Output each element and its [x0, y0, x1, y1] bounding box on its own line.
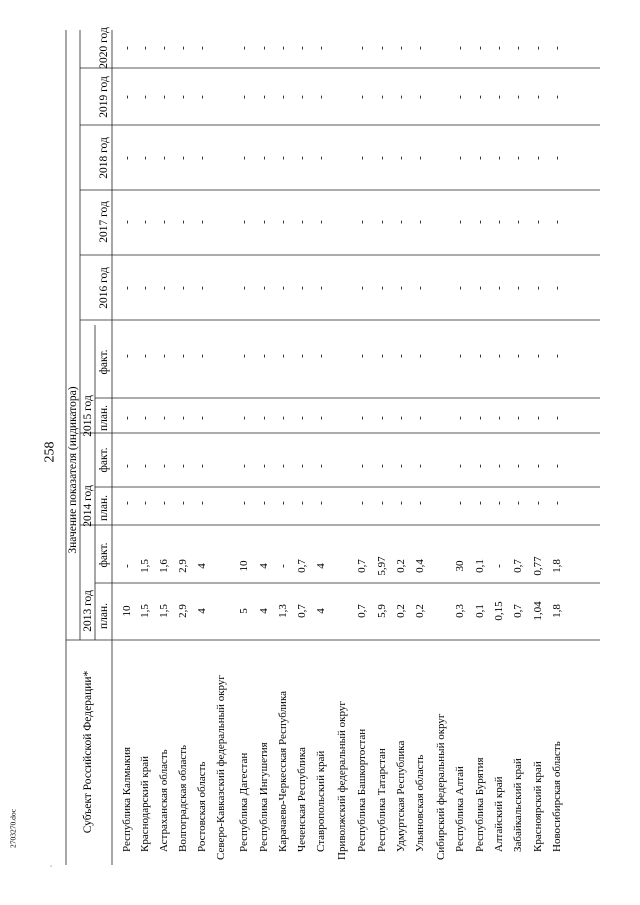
cell-r18-c0: 0,1 [474, 604, 486, 618]
cell-r18-c1: 0,1 [474, 559, 486, 573]
cell-r1-c5: - [139, 354, 151, 358]
cell-r17-c3: - [454, 464, 466, 468]
cell-r4-c10: - [196, 46, 208, 50]
cell-r21-c1: 0,77 [532, 556, 544, 576]
cell-r10-c1: 4 [315, 563, 327, 569]
cell-r1-c8: - [139, 156, 151, 160]
cell-r8-c5: - [277, 354, 289, 358]
cell-r1-c2: - [139, 501, 151, 505]
cell-r20-c2: - [512, 501, 524, 505]
cell-r20-c4: - [512, 416, 524, 420]
row-label-12: Республика Башкортостан [356, 728, 368, 852]
cell-r22-c2: - [551, 501, 563, 505]
cell-r2-c4: - [158, 416, 170, 420]
cell-r18-c2: - [474, 501, 486, 505]
cell-r21-c5: - [532, 354, 544, 358]
cell-r6-c7: - [238, 220, 250, 224]
row-label-14: Удмуртская Республика [395, 740, 407, 852]
cell-r14-c3: - [395, 464, 407, 468]
cell-r18-c4: - [474, 416, 486, 420]
cell-r15-c1: 0,4 [414, 559, 426, 573]
cell-r18-c3: - [474, 464, 486, 468]
cell-r19-c6: - [493, 286, 505, 290]
cell-r14-c8: - [395, 156, 407, 160]
cell-r12-c10: - [356, 46, 368, 50]
cell-r6-c6: - [238, 286, 250, 290]
cell-r6-c10: - [238, 46, 250, 50]
cell-r18-c6: - [474, 286, 486, 290]
cell-r22-c6: - [551, 286, 563, 290]
cell-r4-c7: - [196, 220, 208, 224]
cell-r9-c8: - [296, 156, 308, 160]
cell-r15-c5: - [414, 354, 426, 358]
row-label-4: Ростовская область [196, 761, 208, 852]
cell-r4-c2: - [196, 501, 208, 505]
cell-r13-c5: - [376, 354, 388, 358]
cell-r8-c10: - [277, 46, 289, 50]
cell-r10-c6: - [315, 286, 327, 290]
cell-r2-c3: - [158, 464, 170, 468]
cell-r18-c8: - [474, 156, 486, 160]
cell-r13-c2: - [376, 501, 388, 505]
cell-r1-c1: 1,5 [139, 559, 151, 573]
cell-r12-c5: - [356, 354, 368, 358]
cell-r12-c4: - [356, 416, 368, 420]
cell-r0-c3: - [121, 464, 133, 468]
cell-r20-c1: 0,7 [512, 559, 524, 573]
row-label-7: Республика Ингушетия [258, 742, 270, 852]
cell-r10-c4: - [315, 416, 327, 420]
cell-r7-c1: 4 [258, 563, 270, 569]
cell-r6-c4: - [238, 416, 250, 420]
cell-r0-c1: - [121, 564, 133, 568]
cell-r0-c2: - [121, 501, 133, 505]
year-header-2013-год: 2013 год [82, 590, 94, 632]
cell-r22-c8: - [551, 156, 563, 160]
cell-r20-c8: - [512, 156, 524, 160]
cell-r10-c5: - [315, 354, 327, 358]
fact-header-0: факт. [98, 542, 110, 568]
cell-r1-c9: - [139, 95, 151, 99]
cell-r4-c3: - [196, 464, 208, 468]
year-header-2020-год: 2020 год [98, 27, 110, 69]
cell-r8-c7: - [277, 220, 289, 224]
row-label-0: Республика Калмыкия [121, 746, 133, 852]
cell-r21-c0: 1,04 [532, 601, 544, 621]
cell-r3-c6: - [177, 286, 189, 290]
plan-header-0: план. [98, 602, 110, 630]
cell-r22-c10: - [551, 46, 563, 50]
cell-r7-c6: - [258, 286, 270, 290]
cell-r14-c9: - [395, 95, 407, 99]
cell-r17-c4: - [454, 416, 466, 420]
cell-r9-c6: - [296, 286, 308, 290]
row-label-8: Карачаево-Черкесская Республика [277, 691, 289, 852]
cell-r17-c2: - [454, 501, 466, 505]
cell-r18-c5: - [474, 354, 486, 358]
cell-r7-c4: - [258, 416, 270, 420]
cell-r17-c8: - [454, 156, 466, 160]
cell-r21-c9: - [532, 95, 544, 99]
cell-r15-c4: - [414, 416, 426, 420]
cell-r2-c5: - [158, 354, 170, 358]
cell-r7-c5: - [258, 354, 270, 358]
cell-r14-c4: - [395, 416, 407, 420]
cell-r2-c7: - [158, 220, 170, 224]
cell-r7-c10: - [258, 46, 270, 50]
cell-r19-c8: - [493, 156, 505, 160]
row-label-21: Красноярский край [532, 761, 544, 852]
cell-r8-c9: - [277, 95, 289, 99]
cell-r19-c7: - [493, 220, 505, 224]
cell-r14-c2: - [395, 501, 407, 505]
cell-r19-c4: - [493, 416, 505, 420]
cell-r6-c9: - [238, 95, 250, 99]
row-label-1: Краснодарский край [139, 755, 151, 852]
cell-r14-c5: - [395, 354, 407, 358]
cell-r0-c7: - [121, 220, 133, 224]
cell-r8-c6: - [277, 286, 289, 290]
year-header-2014-год: 2014 год [82, 485, 94, 527]
cell-r3-c0: 2,9 [177, 604, 189, 618]
cell-r3-c7: - [177, 220, 189, 224]
cell-r22-c1: 1,8 [551, 559, 563, 573]
cell-r4-c0: 4 [196, 608, 208, 614]
cell-r17-c5: - [454, 354, 466, 358]
cell-r0-c4: - [121, 416, 133, 420]
year-header-2017-год: 2017 год [98, 201, 110, 243]
cell-r3-c2: - [177, 501, 189, 505]
cell-r10-c7: - [315, 220, 327, 224]
cell-r12-c2: - [356, 501, 368, 505]
cell-r4-c6: - [196, 286, 208, 290]
cell-r4-c9: - [196, 95, 208, 99]
cell-r19-c2: - [493, 501, 505, 505]
row-label-20: Забайкальский край [512, 758, 524, 852]
cell-r1-c4: - [139, 416, 151, 420]
cell-r12-c8: - [356, 156, 368, 160]
cell-r19-c10: - [493, 46, 505, 50]
cell-r9-c2: - [296, 501, 308, 505]
cell-r4-c1: 4 [196, 563, 208, 569]
cell-r6-c5: - [238, 354, 250, 358]
cell-r21-c4: - [532, 416, 544, 420]
cell-r20-c7: - [512, 220, 524, 224]
cell-r7-c2: - [258, 501, 270, 505]
cell-r20-c10: - [512, 46, 524, 50]
row-label-2: Астраханская область [158, 749, 170, 852]
cell-r3-c4: - [177, 416, 189, 420]
cell-r9-c0: 0,7 [296, 604, 308, 618]
cell-r15-c9: - [414, 95, 426, 99]
cell-r14-c7: - [395, 220, 407, 224]
cell-r15-c2: - [414, 501, 426, 505]
row-label-9: Чеченская Республика [296, 747, 308, 852]
cell-r10-c2: - [315, 501, 327, 505]
cell-r13-c0: 5,9 [376, 604, 388, 618]
cell-r13-c8: - [376, 156, 388, 160]
cell-r1-c3: - [139, 464, 151, 468]
year-header-2016-год: 2016 год [98, 267, 110, 309]
cell-r6-c8: - [238, 156, 250, 160]
cell-r12-c7: - [356, 220, 368, 224]
cell-r6-c0: 5 [238, 608, 250, 614]
cell-r2-c1: 1,6 [158, 559, 170, 573]
cell-r8-c1: - [277, 564, 289, 568]
cell-r4-c4: - [196, 416, 208, 420]
cell-r9-c9: - [296, 95, 308, 99]
cell-r2-c10: - [158, 46, 170, 50]
cell-r2-c2: - [158, 501, 170, 505]
cell-r0-c10: - [121, 46, 133, 50]
cell-r9-c7: - [296, 220, 308, 224]
cell-r17-c7: - [454, 220, 466, 224]
cell-r12-c1: 0,7 [356, 559, 368, 573]
year-header-2018-год: 2018 год [98, 137, 110, 179]
cell-r22-c9: - [551, 95, 563, 99]
cell-r15-c7: - [414, 220, 426, 224]
cell-r10-c10: - [315, 46, 327, 50]
cell-r6-c3: - [238, 464, 250, 468]
cell-r2-c0: 1,5 [158, 604, 170, 618]
cell-r3-c8: - [177, 156, 189, 160]
row-label-18: Республика Бурятия [474, 757, 486, 852]
corner-mark: . [44, 865, 54, 867]
row-label-10: Ставропольский край [315, 750, 327, 852]
cell-r15-c3: - [414, 464, 426, 468]
cell-r8-c8: - [277, 156, 289, 160]
cell-r13-c1: 5,97 [376, 556, 388, 576]
row-label-13: Республика Татарстан [376, 748, 388, 852]
cell-r10-c9: - [315, 95, 327, 99]
cell-r22-c5: - [551, 354, 563, 358]
cell-r10-c3: - [315, 464, 327, 468]
row-label-11: Приволжский федеральный округ [336, 701, 348, 860]
cell-r13-c7: - [376, 220, 388, 224]
cell-r13-c3: - [376, 464, 388, 468]
cell-r1-c0: 1,5 [139, 604, 151, 618]
plan-header-2: план. [98, 404, 110, 432]
cell-r3-c5: - [177, 354, 189, 358]
cell-r13-c9: - [376, 95, 388, 99]
cell-r8-c2: - [277, 501, 289, 505]
cell-r13-c4: - [376, 416, 388, 420]
cell-r12-c9: - [356, 95, 368, 99]
cell-r0-c8: - [121, 156, 133, 160]
cell-r7-c0: 4 [258, 608, 270, 614]
row-label-6: Республика Дагестан [238, 752, 250, 852]
indicator-header: Значение показателя (индикатора) [67, 386, 79, 554]
cell-r20-c6: - [512, 286, 524, 290]
cell-r21-c2: - [532, 501, 544, 505]
cell-r19-c5: - [493, 354, 505, 358]
cell-r9-c1: 0,7 [296, 559, 308, 573]
cell-r13-c6: - [376, 286, 388, 290]
year-header-2019-год: 2019 год [98, 76, 110, 118]
cell-r0-c9: - [121, 95, 133, 99]
document-id: 2703270.doc [8, 809, 18, 848]
row-label-16: Сибирский федеральный округ [435, 713, 447, 860]
cell-r21-c8: - [532, 156, 544, 160]
cell-r12-c0: 0,7 [356, 604, 368, 618]
cell-r3-c9: - [177, 95, 189, 99]
cell-r2-c6: - [158, 286, 170, 290]
cell-r17-c6: - [454, 286, 466, 290]
cell-r15-c6: - [414, 286, 426, 290]
cell-r20-c5: - [512, 354, 524, 358]
cell-r19-c0: 0,15 [493, 601, 505, 621]
cell-r9-c3: - [296, 464, 308, 468]
cell-r1-c7: - [139, 220, 151, 224]
cell-r21-c3: - [532, 464, 544, 468]
cell-r18-c9: - [474, 95, 486, 99]
cell-r10-c0: 4 [315, 608, 327, 614]
cell-r2-c9: - [158, 95, 170, 99]
cell-r4-c5: - [196, 354, 208, 358]
row-label-3: Волгоградская область [177, 744, 189, 852]
cell-r22-c4: - [551, 416, 563, 420]
cell-r17-c1: 30 [454, 560, 466, 572]
cell-r6-c1: 10 [238, 560, 250, 572]
cell-r7-c3: - [258, 464, 270, 468]
cell-r1-c10: - [139, 46, 151, 50]
cell-r15-c0: 0,2 [414, 604, 426, 618]
cell-r3-c3: - [177, 464, 189, 468]
cell-r19-c9: - [493, 95, 505, 99]
cell-r14-c1: 0,2 [395, 559, 407, 573]
cell-r1-c6: - [139, 286, 151, 290]
cell-r18-c10: - [474, 46, 486, 50]
cell-r7-c7: - [258, 220, 270, 224]
cell-r9-c10: - [296, 46, 308, 50]
year-header-2015-год: 2015 год [82, 395, 94, 437]
cell-r14-c0: 0,2 [395, 604, 407, 618]
cell-r0-c5: - [121, 354, 133, 358]
cell-r7-c9: - [258, 95, 270, 99]
cell-r22-c3: - [551, 464, 563, 468]
cell-r21-c6: - [532, 286, 544, 290]
cell-r12-c3: - [356, 464, 368, 468]
cell-r19-c3: - [493, 464, 505, 468]
cell-r20-c0: 0,7 [512, 604, 524, 618]
fact-header-1: факт. [98, 447, 110, 473]
page-number: 258 [42, 441, 58, 463]
row-label-5: Северо-Кавказский федеральный округ [215, 675, 227, 860]
row-label-22: Новосибирская область [551, 741, 563, 852]
cell-r9-c4: - [296, 416, 308, 420]
cell-r13-c10: - [376, 46, 388, 50]
cell-r14-c10: - [395, 46, 407, 50]
cell-r8-c0: 1,3 [277, 604, 289, 618]
cell-r6-c2: - [238, 501, 250, 505]
cell-r19-c1: - [493, 564, 505, 568]
cell-r15-c8: - [414, 156, 426, 160]
cell-r20-c9: - [512, 95, 524, 99]
cell-r14-c6: - [395, 286, 407, 290]
cell-r0-c6: - [121, 286, 133, 290]
subject-header: Субъект Российской Федерации* [82, 670, 94, 834]
row-label-15: Ульяновская область [414, 754, 426, 852]
cell-r17-c0: 0,3 [454, 604, 466, 618]
cell-r17-c9: - [454, 95, 466, 99]
cell-r22-c0: 1,8 [551, 604, 563, 618]
cell-r8-c4: - [277, 416, 289, 420]
cell-r9-c5: - [296, 354, 308, 358]
row-label-17: Республика Алтай [454, 766, 466, 852]
cell-r20-c3: - [512, 464, 524, 468]
cell-r10-c8: - [315, 156, 327, 160]
cell-r3-c1: 2,9 [177, 559, 189, 573]
cell-r21-c10: - [532, 46, 544, 50]
cell-r0-c0: 10 [121, 605, 133, 617]
cell-r21-c7: - [532, 220, 544, 224]
cell-r22-c7: - [551, 220, 563, 224]
cell-r7-c8: - [258, 156, 270, 160]
plan-header-1: план. [98, 494, 110, 522]
cell-r4-c8: - [196, 156, 208, 160]
cell-r17-c10: - [454, 46, 466, 50]
cell-r2-c8: - [158, 156, 170, 160]
cell-r18-c7: - [474, 220, 486, 224]
cell-r12-c6: - [356, 286, 368, 290]
cell-r15-c10: - [414, 46, 426, 50]
cell-r8-c3: - [277, 464, 289, 468]
cell-r3-c10: - [177, 46, 189, 50]
fact-header-2: факт. [98, 349, 110, 375]
row-label-19: Алтайский край [493, 776, 505, 852]
